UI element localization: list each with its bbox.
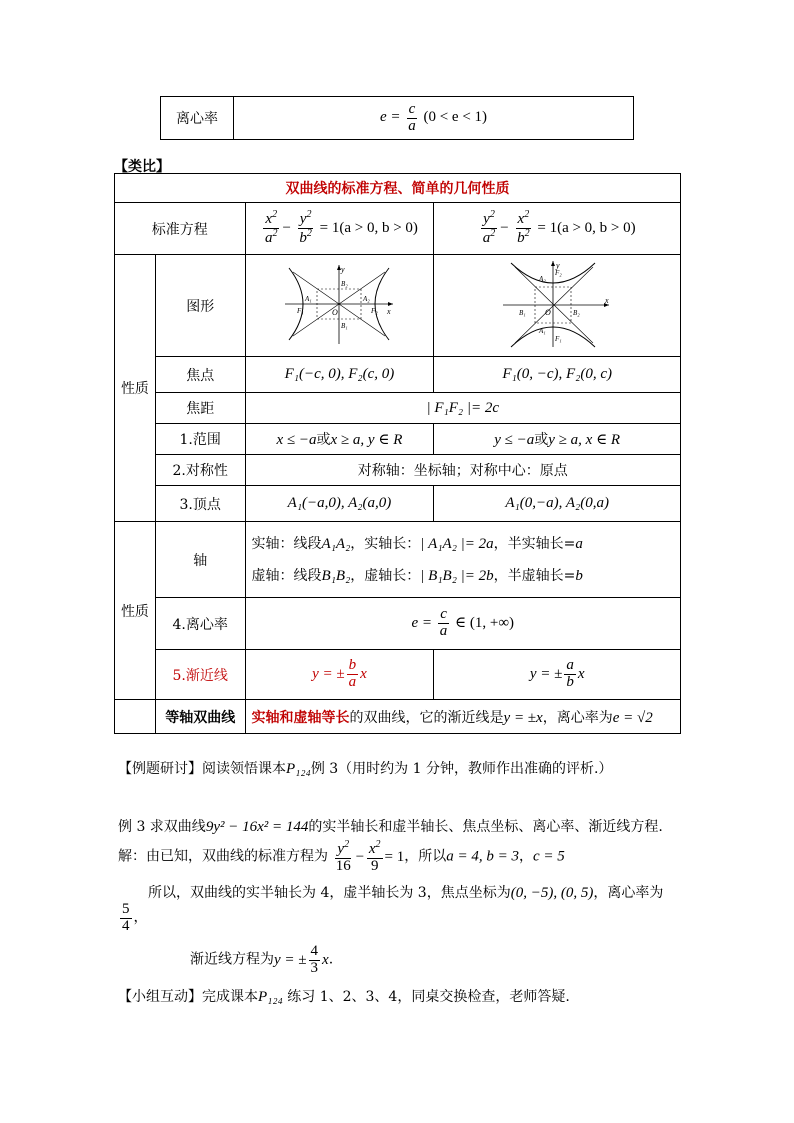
fig1-b2-label: B₂: [341, 279, 349, 288]
group-b: 练习 1、2、3、4，同桌交换检查，老师答疑.: [282, 989, 570, 1005]
fig1-f2-label: F₂: [371, 306, 379, 315]
equilateral-hyperbola-label: 等轴双曲线: [155, 700, 245, 734]
line3-b: ，离心率为: [593, 885, 664, 901]
line3-foci: (0, −5), (0, 5): [510, 885, 594, 901]
real-axis-text: 实轴：线段: [251, 535, 322, 552]
imag-axis-half-text: ，半虚轴长=: [493, 567, 576, 584]
line5-a: 渐近线方程为: [190, 951, 274, 968]
line3-a: 所以，双曲线的实半轴长为 4，虚半轴长为 3，焦点坐标为: [148, 885, 511, 901]
vertex-vertical: A₁(0,−a), A₂(0,a): [505, 495, 609, 511]
hyperbola-properties-table: [114, 173, 681, 734]
sol-b: ，所以: [404, 848, 447, 865]
fig2-origin-label: O: [545, 307, 551, 317]
real-axis-segment: A₁A₂: [321, 535, 351, 552]
vertex-horizontal: A₁(−a,0), A₂(a,0): [287, 495, 392, 511]
analogy-heading: 【类比】: [114, 159, 170, 175]
focus-horizontal: F₁(−c, 0), F₂(c, 0): [284, 366, 395, 382]
axis-description: [245, 522, 680, 598]
example-intro-page: P₁₂₄: [286, 761, 311, 777]
group-interaction: [118, 986, 570, 1006]
fig2-f2-label: F₂: [555, 268, 562, 277]
table-title: 双曲线的标准方程、简单的几何性质: [115, 174, 681, 203]
asym2-prefix: y = ±: [529, 665, 563, 682]
group-a: 【小组互动】完成课本: [118, 989, 258, 1005]
fig2-b2-label: B₂: [573, 308, 580, 317]
properties-label-1: 性质: [115, 255, 156, 522]
range2-or: 或: [534, 432, 549, 448]
fig1-b1-label: B₁: [341, 321, 349, 330]
equal-axes-text: 实轴和虚轴等长: [251, 709, 350, 726]
real-axis-half: a: [575, 535, 583, 552]
range1-or: 或: [316, 432, 331, 448]
fig1-a1-label: A₁: [305, 294, 313, 303]
sol-cval: c = 5: [533, 848, 565, 865]
eccentricity-row-range: ∈ (1, +∞): [455, 614, 515, 631]
asym1-prefix: y = ±: [312, 665, 345, 682]
fig2-y-label: y: [556, 260, 560, 270]
fig1-origin-label: O: [332, 307, 339, 317]
symmetry-label: 2.对称性: [155, 455, 245, 486]
symmetry-value: 对称轴：坐标轴；对称中心：原点: [245, 455, 680, 486]
standard-eq-vertical: $\frac{y^2}{a^2}$ − $\frac{x^2}{b^2}$ = 1(a > 0, b > 0): [434, 203, 681, 255]
eccentricity-table: [160, 96, 634, 140]
sol-a: 解：由已知，双曲线的标准方程为: [118, 848, 328, 865]
equilateral-hyperbola-desc: [245, 700, 680, 734]
fig2-b1-label: B₁: [519, 308, 526, 317]
sol-ab: a = 4, b = 3: [446, 848, 520, 865]
eccentricity-label: 离心率: [161, 97, 234, 140]
eq-hyper-text2: ，离心率为: [542, 709, 613, 726]
range2-part-b: y ≥ a, x ∈ R: [548, 432, 621, 448]
figure-label: 图形: [155, 255, 245, 357]
solution-line-2: [148, 882, 663, 902]
fig1-y-label: y: [341, 264, 346, 274]
horizontal-hyperbola-figure: [283, 262, 395, 346]
group-page: P₁₂₄: [258, 989, 283, 1005]
imag-axis-half: b: [575, 567, 583, 584]
sol-eq-rhs: = 1: [384, 848, 405, 865]
line5-x: x: [322, 951, 329, 968]
fig1-x-label: x: [387, 306, 392, 316]
line5-eq: y = ±: [274, 951, 307, 968]
range-horizontal: [245, 424, 434, 455]
eq-hyper-asymptote: y = ±x: [503, 709, 543, 726]
focal-distance-value: | F₁F₂ |= 2c: [426, 399, 500, 416]
range1-part-b: x ≥ a, y ∈ R: [330, 432, 403, 448]
vertical-hyperbola-figure: [501, 259, 613, 349]
vertex-label: 3.顶点: [155, 486, 245, 522]
solution-line-1: 解：由已知，双曲线的标准方程为 $\frac{y^2}{16}$ − $\frac{x^2}{9}$ = 1，所以a = 4, b = 3，c = 5: [118, 839, 565, 874]
eccentricity-formula: e = $\frac{c}{a}$ (0 < e < 1): [234, 97, 634, 140]
example-3-question: [118, 816, 663, 836]
focal-distance-label: 焦距: [155, 393, 245, 424]
ex3-a: 例 3 求双曲线: [118, 819, 206, 835]
focus-vertical: F₁(0, −c), F₂(0, c): [502, 366, 613, 382]
fig1-f1-label: F₁: [297, 306, 305, 315]
imag-axis-length: | B₁B₂ |= 2b: [420, 567, 494, 584]
eccentricity-range: (0 < e < 1): [423, 109, 488, 126]
example-intro-a: 【例题研讨】阅读领悟课本: [118, 761, 286, 777]
fig2-x-label: x: [605, 295, 609, 305]
asymptote-vertical: y = ± $\frac{a}{b}$ x: [434, 650, 681, 700]
line5-b: .: [328, 951, 334, 968]
line4-tail: ，: [133, 909, 148, 926]
fig2-a2-label: A₂: [539, 274, 546, 283]
example-intro: [118, 758, 612, 778]
real-axis-line: [252, 528, 680, 560]
range-label: 1.范围: [155, 424, 245, 455]
range1-part-a: x ≤ −a: [276, 432, 317, 448]
standard-eq-horizontal: $\frac{x^2}{a^2}$ − $\frac{y^2}{b^2}$ = 1(a > 0, b > 0): [245, 203, 434, 255]
eq1-rhs: = 1(a > 0, b > 0): [319, 219, 418, 236]
fig2-a1-label: A₁: [539, 326, 546, 335]
standard-eq-label: 标准方程: [115, 203, 246, 255]
real-axis-length: | A₁A₂ |= 2a: [420, 535, 494, 552]
eq-hyper-eccentricity: e = √2: [612, 709, 653, 726]
ex3-b: 的实半轴长和虚半轴长、焦点坐标、离心率、渐近线方程.: [308, 819, 663, 835]
range2-part-a: y ≤ −a: [494, 432, 535, 448]
real-axis-half-text: ，半实轴长=: [493, 535, 576, 552]
range-vertical: [434, 424, 681, 455]
solution-line-4: 渐近线方程为y = ± $\frac{4}{3}$ x.: [190, 943, 334, 976]
asymptote-label: 5.渐近线: [155, 650, 245, 700]
fig1-a2-label: A₂: [363, 294, 371, 303]
example-intro-b: 例 3（用时约为 1 分钟，教师作出准确的评析.）: [310, 761, 613, 777]
imag-axis-line: [252, 560, 680, 592]
eccentricity-row-value: e = $\frac{c}{a}$ ∈ (1, +∞): [245, 598, 680, 650]
imag-axis-len-text: ，虚轴长：: [350, 567, 421, 584]
figure-vertical-cell: [434, 255, 681, 357]
real-axis-len-text: ，实轴长：: [350, 535, 421, 552]
focus-label: 焦点: [155, 357, 245, 393]
fig2-f1-label: F₁: [555, 334, 562, 343]
sol-c: ，: [519, 848, 534, 865]
figure-horizontal-cell: [245, 255, 434, 357]
asymptote-horizontal: y = ± $\frac{b}{a}$ x: [245, 650, 434, 700]
solution-line-3: $\frac{5}{4}$ ，: [122, 901, 148, 934]
axis-label: 轴: [155, 522, 245, 598]
properties-label-2: 性质: [115, 522, 156, 700]
ex3-equation: 9y² − 16x² = 144: [205, 819, 309, 835]
eq2-rhs: = 1(a > 0, b > 0): [537, 219, 636, 236]
imag-axis-segment: B₁B₂: [321, 567, 351, 584]
imag-axis-text: 虚轴：线段: [251, 567, 322, 584]
eq-hyper-text1: 的双曲线，它的渐近线是: [349, 709, 504, 726]
eccentricity-row-label: 4.离心率: [155, 598, 245, 650]
